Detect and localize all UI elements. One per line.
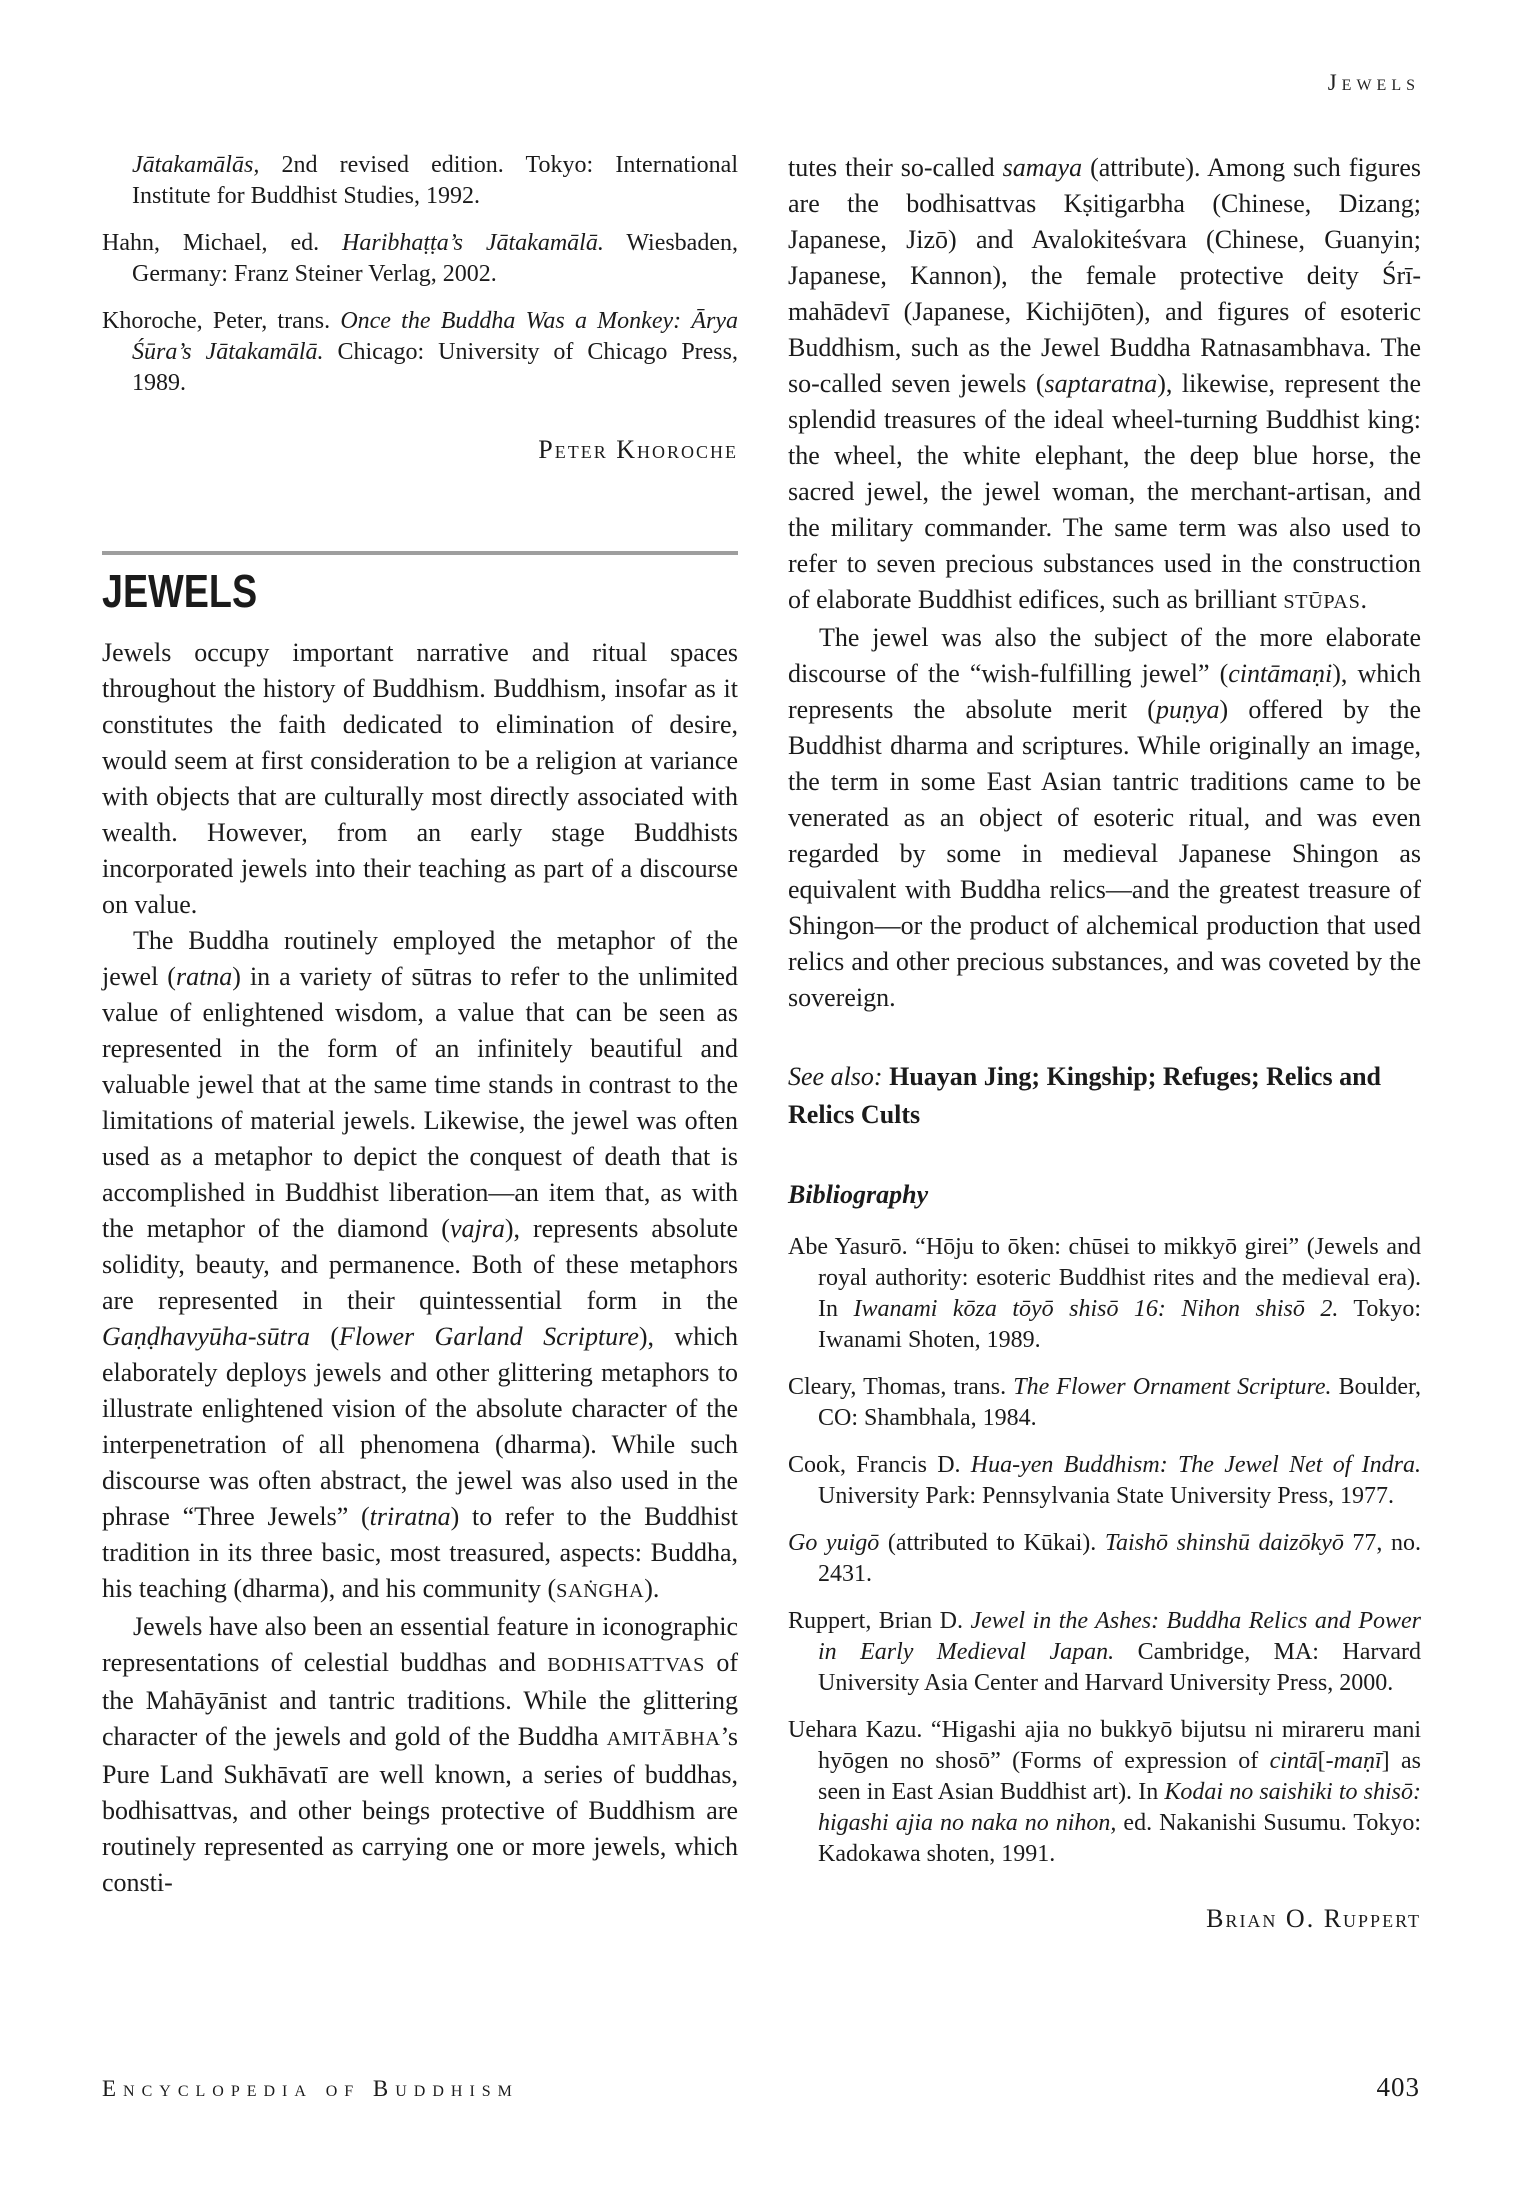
bibliography-entry: Uehara Kazu. “Higashi ajia no bukkyō bijutsu ni mirareru mani hyōgen no shosō” (Forms of expression of cintā[-maṇī] as seen in East Asian Buddhist art). In Kodai no saishiki to shisō: higashi ajia no naka no nihon, ed. Nakanishi Susumu. Tokyo: Kadokawa shoten, 1991. [788,1717,1422,1867]
body-paragraph: Jewels have also been an essential feature in iconographic representations of celestial buddhas and BODHISATTVAS of the Mahāyānist and tantric traditions. While the glittering character of the jewels and gold of the Buddha AMITĀBHA’s Pure Land Sukhāvatī are well known, a series of buddhas, bodhisattvas, and other beings protective of Buddhism are routinely represented as carrying one or more jewels, which consti- [102,1612,738,1897]
right-column [788,150,1421,1934]
see-also [788,1058,1421,1134]
left-column [102,150,738,1901]
bibliography-entry: Cook, Francis D. Hua-yen Buddhism: The Jewel Net of Indra. University Park: Pennsylvania State University Press, 1977. [788,1452,1421,1509]
bibliography-heading: Bibliography [788,1180,929,1209]
body-paragraph: Jewels occupy important narrative and ritual spaces throughout the history of Buddhism. Buddhism, insofar as it constitutes the faith dedicated to elimination of desire, would seem at first consideration to be a religion at variance with objects that are culturally most directly associated with wealth. However, from an early stage Buddhists incorporated jewels into their teaching as part of a discourse on value. [102,638,738,919]
bibliography-entry: Ruppert, Brian D. Jewel in the Ashes: Buddha Relics and Power in Early Medieval Japan. Cambridge, MA: Harvard University Asia Center and Harvard University Press, 2000. [788,1608,1421,1696]
section-divider [102,551,738,555]
page-number: 403 [1376,2072,1420,2102]
running-head: Jewels [1327,70,1420,95]
bibliography-entry: Hahn, Michael, ed. Haribhaṭṭa’s Jātakamālā. Wiesbaden, Germany: Franz Steiner Verlag, 2002. [102,230,738,287]
footer-title: Encyclopedia of Buddhism [102,2076,519,2101]
bibliography-entry: Jātakamālās, 2nd revised edition. Tokyo: International Institute for Buddhist Studies, 1992. [132,152,738,209]
body-paragraph: The jewel was also the subject of the more elaborate discourse of the “wish-fulfilling jewel” (cintāmaṇi), which represents the absolute merit (puṇya) offered by the Buddhist dharma and scriptures. While originally an image, the term in some East Asian tantric traditions came to be venerated as an object of esoteric ritual, and was even regarded by some in medieval Japanese Shingon as equivalent with Buddha relics—and the greatest treasure of Shingon—or the product of alchemical production that used relics and other precious substances, and was coveted by the sovereign. [788,623,1422,1012]
see-also-label: See also: [788,1062,883,1091]
body-paragraph: The Buddha routinely employed the metaphor of the jewel (ratna) in a variety of sūtras to refer to the unlimited value of enlightened wisdom, a value that can be seen as represented in the form of an infinitely beautiful and valuable jewel that at the same time stands in contrast to the limitations of material jewels. Likewise, the jewel was often used as a metaphor to depict the conquest of death that is accomplished in Buddhist liberation—an item that, as with the metaphor of the diamond (vajra), represents absolute solidity, beauty, and permanence. Both of these metaphors are represented in their quintessential form in the Gaṇḍhavyūha-sūtra (Flower Garland Scripture), which elaborately deploys jewels and other glittering metaphors to illustrate enlightened vision of the absolute character of the interpenetration of all phenomena (dharma). While such discourse was often abstract, the jewel was also used in the phrase “Three Jewels” (triratna) to refer to the Buddhist tradition in its three basic, most treasured, aspects: Buddha, his teaching (dharma), and his community (SAṄGHA). [102,926,738,1603]
bibliography-entry: Go yuigō (attributed to Kūkai). Taishō shinshū daizōkyō 77, no. 2431. [788,1530,1422,1587]
see-also-items: Huayan Jing; Kingship; Refuges; Relics and Relics Cults [788,1062,1381,1129]
author-signature: Peter Khoroche [538,435,738,464]
author-signature: Brian O. Ruppert [1206,1904,1421,1933]
body-paragraph: tutes their so-called samaya (attribute). Among such figures are the bodhisattvas Kṣitigarbha (Chinese, Dizang; Japanese, Jizō) and Avalokiteśvara (Chinese, Guanyin; Japanese, Kannon), the female protective deity Śrī-mahādevī (Japanese, Kichijōten), and figures of esoteric Buddhism, such as the Jewel Buddha Ratnasambhava. The so-called seven jewels (saptaratna), likewise, represent the splendid treasures of the ideal wheel-turning Buddhist king: the wheel, the white elephant, the deep blue horse, the sacred jewel, the jewel woman, the merchant-artisan, and the military commander. The same term was also used to refer to seven precious substances used in the construction of elaborate Buddhist edifices, such as brilliant STŪPAS. [788,153,1421,614]
page-footer [102,2072,1420,2103]
bibliography-entry: Cleary, Thomas, trans. The Flower Ornament Scripture. Boulder, CO: Shambhala, 1984. [788,1374,1422,1431]
bibliography-entry: Abe Yasurō. “Hōju to ōken: chūsei to mikkyō girei” (Jewels and royal authority: esoteric Buddhist rites and the medieval era). In Iwanami kōza tōyō shisō 16: Nihon shisō 2. Tokyo: Iwanami Shoten, 1989. [788,1234,1422,1353]
bibliography-entry: Khoroche, Peter, trans. Once the Buddha Was a Monkey: Ārya Śūra’s Jātakamālā. Chicago: University of Chicago Press, 1989. [102,308,738,396]
article-title: JEWELS [102,565,258,617]
